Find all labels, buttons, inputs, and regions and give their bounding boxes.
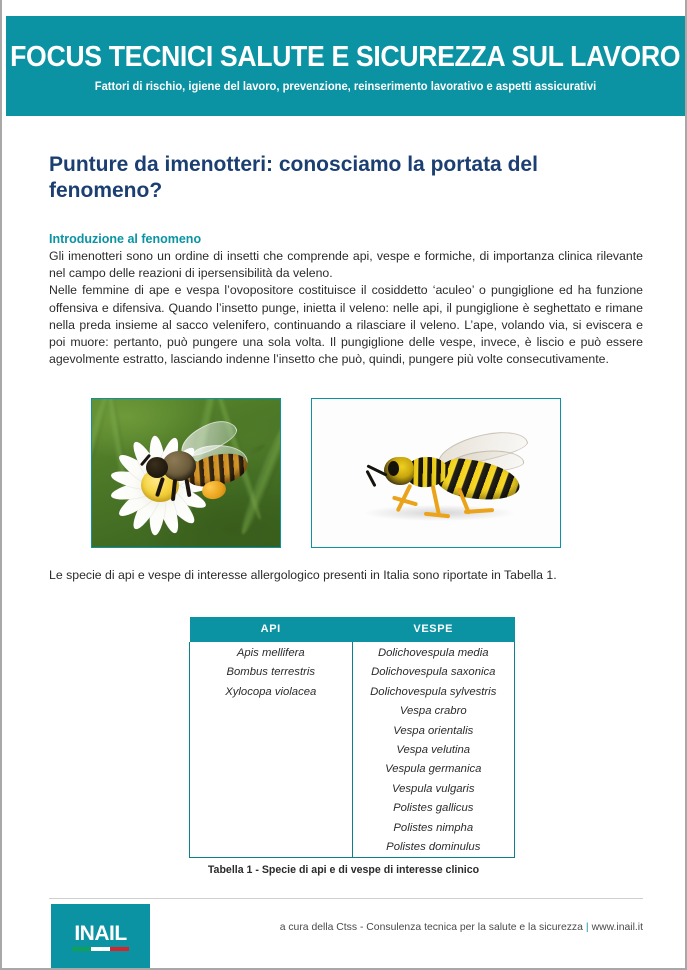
list-item: Vespa crabro bbox=[399, 705, 467, 718]
list-item: Apis mellifera bbox=[236, 647, 305, 659]
page-header-banner bbox=[6, 16, 685, 116]
table-cell-vespe-species bbox=[352, 642, 515, 858]
italian-flag-icon bbox=[72, 947, 130, 951]
body-text bbox=[49, 248, 643, 368]
species-table bbox=[189, 617, 515, 858]
wasp bbox=[358, 443, 526, 523]
list-item: Dolichovespula media bbox=[377, 647, 489, 659]
wasp-photo-scene bbox=[312, 399, 560, 547]
banner-subtitle: Fattori di rischio, igiene del lavoro, prevenzione, reinserimento lavorativo e aspetti assicurativi bbox=[94, 81, 597, 94]
list-item: Vespula germanica bbox=[385, 763, 482, 776]
bee-photo-scene bbox=[92, 399, 280, 547]
page-title-line-2: fenomeno? bbox=[49, 179, 163, 203]
wasp-photo bbox=[311, 398, 561, 548]
list-item: Bombus terrestris bbox=[226, 666, 316, 679]
list-item: Polistes gallicus bbox=[393, 802, 474, 815]
list-item: Polistes nimpha bbox=[393, 821, 474, 834]
list-item: Vespula vulgaris bbox=[392, 782, 475, 795]
vespe-species-list bbox=[353, 642, 515, 857]
figure-row bbox=[49, 398, 643, 550]
list-item: Vespa orientalis bbox=[393, 724, 474, 737]
api-species-list bbox=[190, 642, 352, 702]
list-item: Xylocopa violacea bbox=[225, 685, 317, 698]
table-lead-in-text: Le specie di api e vespe di interesse allergologico presenti in Italia sono riportate in Tabella 1. bbox=[49, 568, 557, 582]
page-title bbox=[49, 152, 643, 205]
footer-credit bbox=[182, 922, 643, 933]
paragraph-1: Gli imenotteri sono un ordine di insetti che comprende api, vespe e formiche, di importanza clinica rilevante nel campo delle reazioni di ipersensibilità da veleno. bbox=[49, 249, 643, 281]
inail-logo-text: INAIL bbox=[74, 922, 127, 945]
table-cell-api-species bbox=[190, 642, 353, 858]
footer-credit-text: a cura della Ctss - Consulenza tecnica per la salute e la sicurezza bbox=[279, 922, 583, 933]
honeybee bbox=[140, 429, 266, 511]
list-item: Vespa velutina bbox=[396, 744, 471, 757]
footer-website[interactable]: www.inail.it bbox=[591, 922, 643, 933]
footer-separator: | bbox=[585, 922, 589, 933]
page-title-line-1: Punture da imenotteri: conosciamo la portata del bbox=[49, 153, 538, 176]
section-heading: Introduzione al fenomeno bbox=[49, 232, 202, 246]
bee-on-daisy-photo bbox=[91, 398, 281, 548]
paragraph-2: Nelle femmine di ape e vespa l’ovopositore costituisce il cosiddetto ‘aculeo’ o pungiglione ed ha funzione offensiva e difensiva. Quando l’insetto punge, inietta il veleno: nelle api, il pungiglione è seghettato e rimane nella preda insieme al sacco velenifero, continuando a rilasciare il veleno. L’ape, volando via, si eviscera e poi muore: pertanto, può pungere una sola volta. Il pungiglione delle vespe, invece, è liscio e può essere agevolmente estratto, lasciando indenne l’insetto che può, quindi, pungere più volte consecutivamente. bbox=[49, 283, 643, 367]
list-item: Polistes dominulus bbox=[386, 841, 481, 854]
table-header-vespe: VESPE bbox=[352, 617, 515, 642]
banner-title: FOCUS TECNICI SALUTE E SICUREZZA SUL LAVORO bbox=[10, 41, 681, 73]
table-caption: Tabella 1 - Specie di api e di vespe di interesse clinico bbox=[207, 864, 480, 876]
table-header-api: API bbox=[190, 617, 353, 642]
footer-divider bbox=[49, 898, 643, 899]
table-header-row bbox=[190, 617, 515, 642]
list-item: Dolichovespula sylvestris bbox=[370, 685, 497, 698]
table-body-row bbox=[190, 642, 515, 858]
list-item: Dolichovespula saxonica bbox=[371, 666, 496, 679]
inail-logo bbox=[51, 904, 150, 970]
